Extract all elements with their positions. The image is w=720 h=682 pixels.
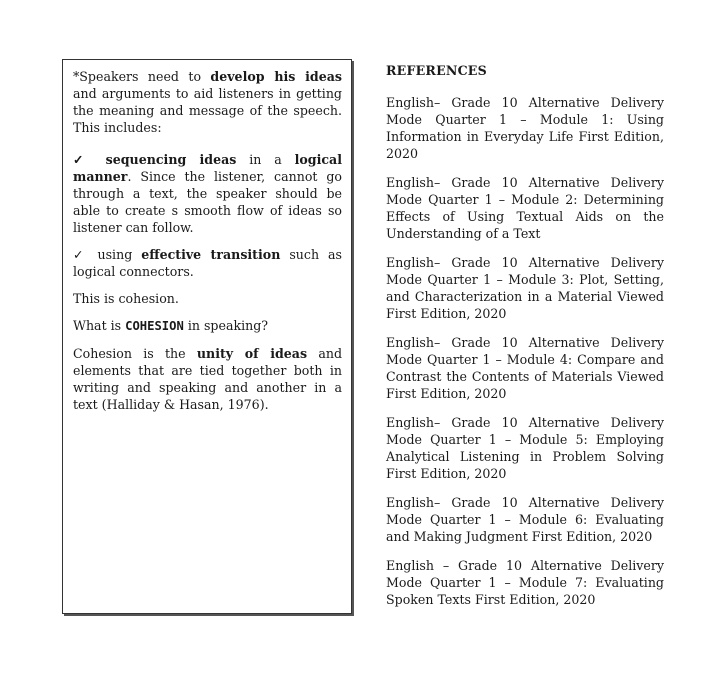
cohesion-notes-box xyxy=(62,59,352,614)
definition-bold: unity of ideas xyxy=(196,346,308,361)
reference-item: English– Grade 10 Alternative Delivery Mode Quarter 1 – Module 1: Using Information in Everyday Life First Edition, 2020 xyxy=(386,95,664,161)
intro-text-a: *Speakers need to xyxy=(73,69,211,84)
question-line xyxy=(73,317,342,335)
item1-mid: in a xyxy=(236,152,295,167)
item1-bold2: logical manner xyxy=(73,152,342,184)
reference-item: English– Grade 10 Alternative Delivery Mode Quarter 1 – Module 2: Determining Effects of Using Textual Aids on the Understanding of a Text xyxy=(386,175,664,241)
definition-paragraph xyxy=(73,345,342,413)
item-sequencing xyxy=(73,151,342,236)
item2-bold: effective transition xyxy=(141,247,281,262)
item2-rest: such as logical connectors. xyxy=(73,247,343,279)
cohesion-line: This is cohesion. xyxy=(73,291,179,306)
question-bold: COHESION xyxy=(125,319,184,333)
reference-item: English– Grade 10 Alternative Delivery Mode Quarter 1 – Module 6: Evaluating and Making Judgment First Edition, 2020 xyxy=(386,495,664,544)
reference-item: English– Grade 10 Alternative Delivery Mode Quarter 1 – Module 5: Employing Analytical Listening in Problem Solving First Edition, 2020 xyxy=(386,415,664,481)
reference-item: English– Grade 10 Alternative Delivery Mode Quarter 1 – Module 3: Plot, Setting, and Characterization in a Material Viewed First Edition, 2020 xyxy=(386,255,664,321)
reference-item: English– Grade 10 Alternative Delivery Mode Quarter 1 – Module 4: Compare and Contrast the Contents of Materials Viewed First Edition, 2020 xyxy=(386,335,664,401)
reference-item: English – Grade 10 Alternative Delivery Mode Quarter 1 – Module 7: Evaluating Spoken Texts First Edition, 2020 xyxy=(386,558,664,607)
question-text-b: in speaking? xyxy=(183,318,269,333)
check-icon: ✓ xyxy=(73,152,106,167)
definition-text-b: and elements that are tied together both in writing and speaking and another in a text (Halliday & Hasan, 1976). xyxy=(73,346,343,412)
item2-check-text: ✓ using xyxy=(73,247,142,262)
item1-rest: . Since the listener, cannot go through a text, the speaker should be able to create s smooth flow of ideas so listener can follow. xyxy=(73,169,342,235)
definition-text-a: Cohesion is the xyxy=(73,346,197,361)
references-column xyxy=(386,62,664,620)
item1-bold1: sequencing ideas xyxy=(105,152,237,167)
references-heading: REFERENCES xyxy=(386,63,487,78)
item-transition xyxy=(73,246,342,280)
intro-bold: develop his ideas xyxy=(210,69,342,84)
intro-text-b: and arguments to aid listeners in getting the meaning and message of the speech. This includes: xyxy=(73,86,342,135)
intro-paragraph xyxy=(73,68,342,136)
question-text-a: What is xyxy=(73,318,126,333)
